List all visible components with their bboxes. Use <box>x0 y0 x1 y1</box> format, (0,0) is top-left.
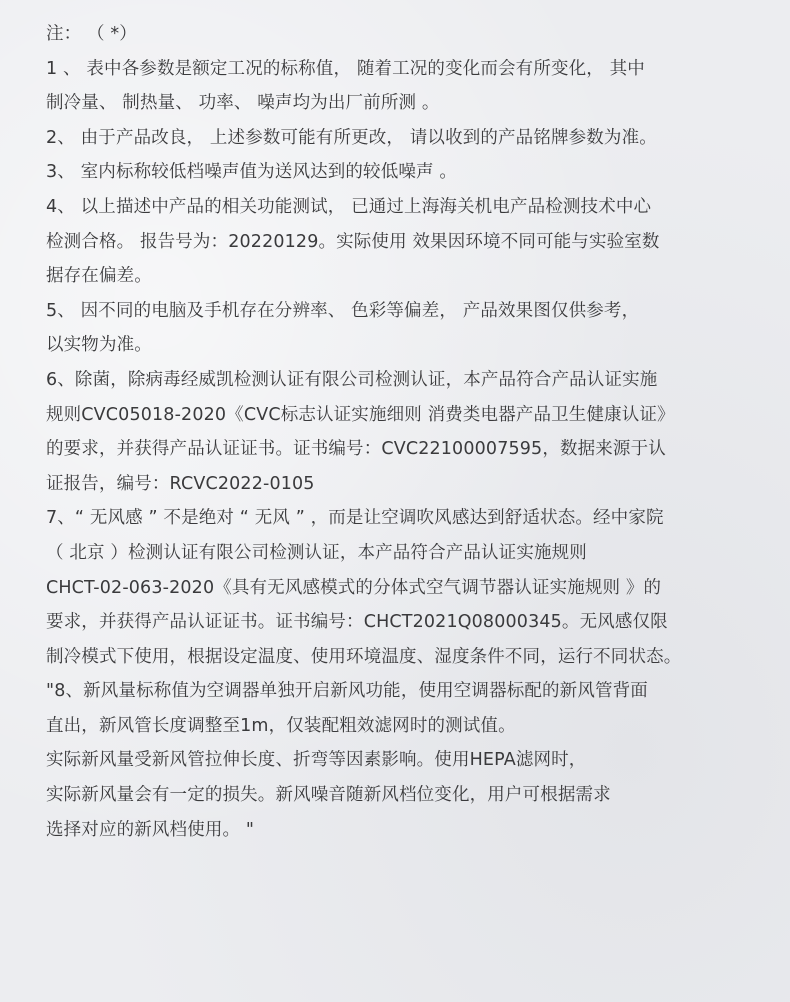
product-notes <box>46 19 776 849</box>
note-6-line-2: 规则CVC05018-2020《CVC标志认证实施细则 消费类电器产品卫生健康认证》 <box>46 404 675 425</box>
note-6-line-4: 证报告，编号：RCVC2022-0105 <box>46 473 315 494</box>
note-5-line-2: 以实物为准。 <box>46 335 152 356</box>
note-8-line-4: 实际新风量会有一定的损失。新风噪音随新风档位变化，用户可根据需求 <box>46 785 611 806</box>
note-6-line-1: 6、除菌，除病毒经威凯检测认证有限公司检测认证，本产品符合产品认证实施 <box>46 369 658 390</box>
note-7-line-1: 7、“ 无风感 ” 不是绝对 “ 无风 ” ，而是让空调吹风感达到舒适状态。经中家院 <box>46 508 664 529</box>
note-7-line-5: 制冷模式下使用，根据设定温度、使用环境温度、湿度条件不同，运行不同状态。 <box>46 646 682 667</box>
note-4-line-1: 4、 以上描述中产品的相关功能测试， 已通过上海海关机电产品检测技术中心 <box>46 196 652 217</box>
note-8-line-5: 选择对应的新风档使用。 " <box>46 819 255 840</box>
notes-heading: 注： （ *） <box>46 24 137 44</box>
note-7-line-4: 要求，并获得产品认证证书。证书编号：CHCT2021Q08000345。无风感仅限 <box>46 612 668 633</box>
note-8-line-3: 实际新风量受新风管拉伸长度、折弯等因素影响。使用HEPA滤网时， <box>46 750 587 771</box>
note-7-line-2: （ 北京 ）检测认证有限公司检测认证，本产品符合产品认证实施规则 <box>46 542 587 563</box>
note-4-line-3: 据存在偏差。 <box>46 266 152 287</box>
note-1-line-1: 1 、 表中各参数是额定工况的标称值， 随着工况的变化而会有所变化， 其中 <box>46 58 645 79</box>
note-4-line-2: 检测合格。 报告号为：20220129。实际使用 效果因环境不同可能与实验室数 <box>46 231 660 252</box>
note-1-line-2: 制冷量、 制热量、 功率、 噪声均为出厂前所测 。 <box>46 93 440 114</box>
note-7-line-3: CHCT-02-063-2020《具有无风感模式的分体式空气调节器认证实施规则 》的 <box>46 577 662 598</box>
note-6-line-3: 的要求，并获得产品认证证书。证书编号：CVC22100007595，数据来源于认 <box>46 439 666 460</box>
note-8-line-1: "8、新风量标称值为空调器单独开启新风功能，使用空调器标配的新风管背面 <box>46 681 648 702</box>
note-5-line-1: 5、 因不同的电脑及手机存在分辨率、 色彩等偏差， 产品效果图仅供参考， <box>46 300 640 321</box>
note-2-line-1: 2、 由于产品改良， 上述参数可能有所更改， 请以收到的产品铭牌参数为准。 <box>46 127 657 148</box>
note-3-line-1: 3、 室内标称较低档噪声值为送风达到的较低噪声 。 <box>46 162 458 183</box>
note-8-line-2: 直出，新风管长度调整至1m，仅装配粗效滤网时的测试值。 <box>46 715 516 736</box>
